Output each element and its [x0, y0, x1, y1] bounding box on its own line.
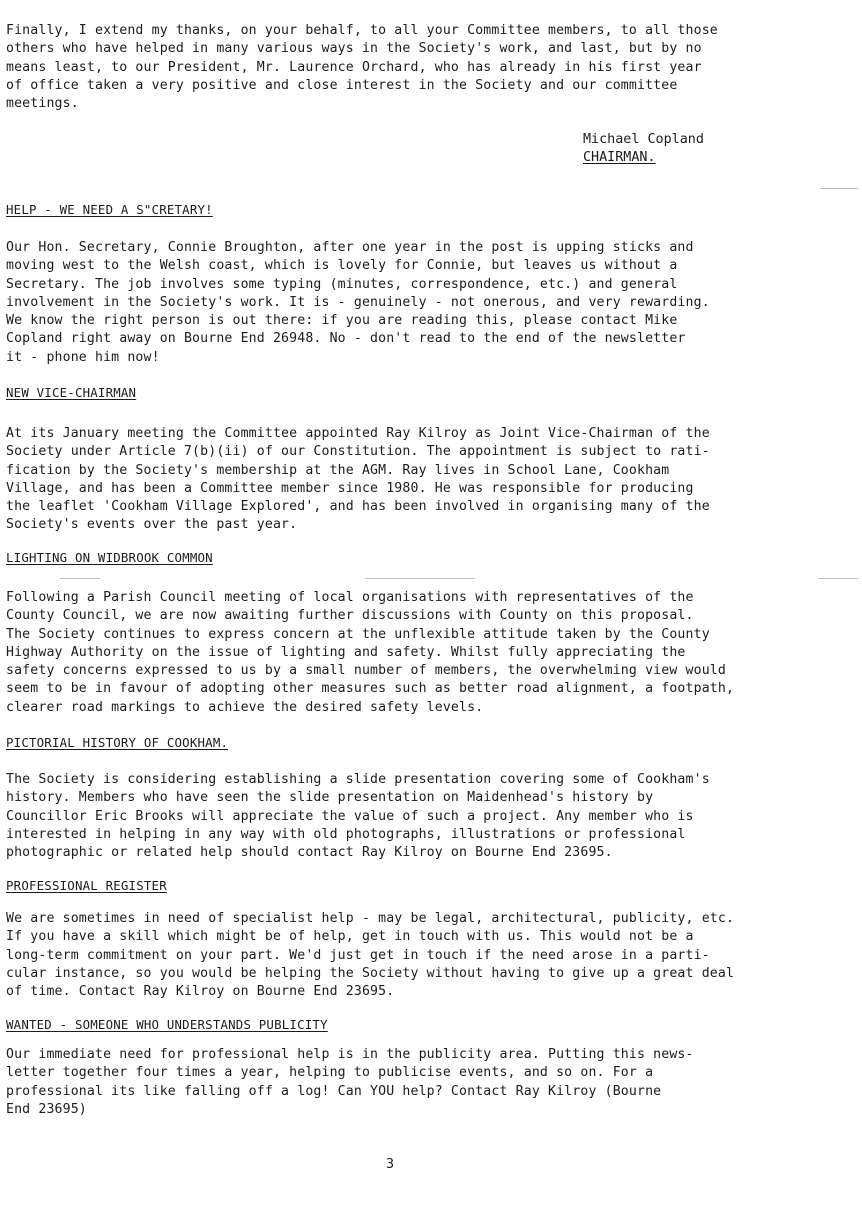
section-body-professional-register: We are sometimes in need of specialist help - may be legal, architectural, publicity, etc. If you have a skill which might be of help, get in touch with us. This would not be a long-term commitment on your part. We'd just get in touch if the need arose in a parti- cular instance, so you would be helping the Society without having to give up a great deal of time. Contact Ray Kilroy on Bourne End 23695. — [6, 911, 735, 1000]
scan-artifact-line — [820, 188, 858, 189]
scan-artifact-line — [818, 578, 858, 579]
section-heading-professional-register: PROFESSIONAL REGISTER — [6, 878, 167, 893]
scan-artifact-line — [365, 578, 475, 579]
page-number: 3 — [386, 1157, 395, 1172]
closing-paragraph: Finally, I extend my thanks, on your behalf, to all your Committee members, to all those others who have helped in many various ways in the Society's work, and last, but by no means least, to our President, Mr. Laurence Orchard, who has already in his first year of office taken a very positive and close interest in the Society and our committee meetings. — [6, 23, 718, 112]
signatory-role: CHAIRMAN. — [583, 150, 656, 165]
section-heading-lighting: LIGHTING ON WIDBROOK COMMON — [6, 550, 213, 565]
section-body-publicity: Our immediate need for professional help is in the publicity area. Putting this news- letter together four times a year, helping to publicise events, and so on. For a professional its like falling off a log! Can YOU help? Contact Ray Kilroy (Bourne End 23695) — [6, 1047, 694, 1117]
section-heading-publicity: WANTED - SOMEONE WHO UNDERSTANDS PUBLICITY — [6, 1017, 328, 1032]
section-body-lighting: Following a Parish Council meeting of local organisations with representatives of the County Council, we are now awaiting further discussions with County on this proposal. The Society continues to express concern at the unflexible attitude taken by the County Highway Authority on the issue of lighting and safety. Whilst fully appreciating the safety concerns expressed to us by a small number of members, the overwhelming view would seem to be in favour of adopting other measures such as better road alignment, a footpath, clearer road markings to achieve the desired safety levels. — [6, 590, 735, 715]
section-heading-help-secretary: HELP - WE NEED A S"CRETARY! — [6, 202, 213, 217]
section-body-help-secretary: Our Hon. Secretary, Connie Broughton, after one year in the post is upping sticks and moving west to the Welsh coast, which is lovely for Connie, but leaves us without a Secretary. The job involves some typing (minutes, correspondence, etc.) and general involvement in the Society's work. It is - genuinely - not onerous, and very rewarding. We know the right person is out there: if you are reading this, please contact Mike Copland right away on Bourne End 26948. No - don't read to the end of the newsletter it - phone him now! — [6, 240, 710, 365]
section-heading-vice-chairman: NEW VICE-CHAIRMAN — [6, 385, 137, 400]
section-heading-pictorial-history: PICTORIAL HISTORY OF COOKHAM. — [6, 735, 229, 750]
scan-artifact-line — [60, 578, 100, 579]
signature-block — [583, 131, 704, 167]
signatory-name: Michael Copland — [583, 132, 704, 147]
section-body-vice-chairman: At its January meeting the Committee appointed Ray Kilroy as Joint Vice-Chairman of the Society under Article 7(b)(ii) of our Constitution. The appointment is subject to rati- fication by the Society's membership at the AGM. Ray lives in School Lane, Cookham Village, and has been a Committee member since 1980. He was responsible for producing the leaflet 'Cookham Village Explored', and has been involved in organising many of the Society's events over the past year. — [6, 426, 710, 533]
section-body-pictorial-history: The Society is considering establishing a slide presentation covering some of Cookham's history. Members who have seen the slide presentation on Maidenhead's history by Councillor Eric Brooks will appreciate the value of such a project. Any member who is interested in helping in any way with old photographs, illustrations or professional photographic or related help should contact Ray Kilroy on Bourne End 23695. — [6, 772, 710, 861]
